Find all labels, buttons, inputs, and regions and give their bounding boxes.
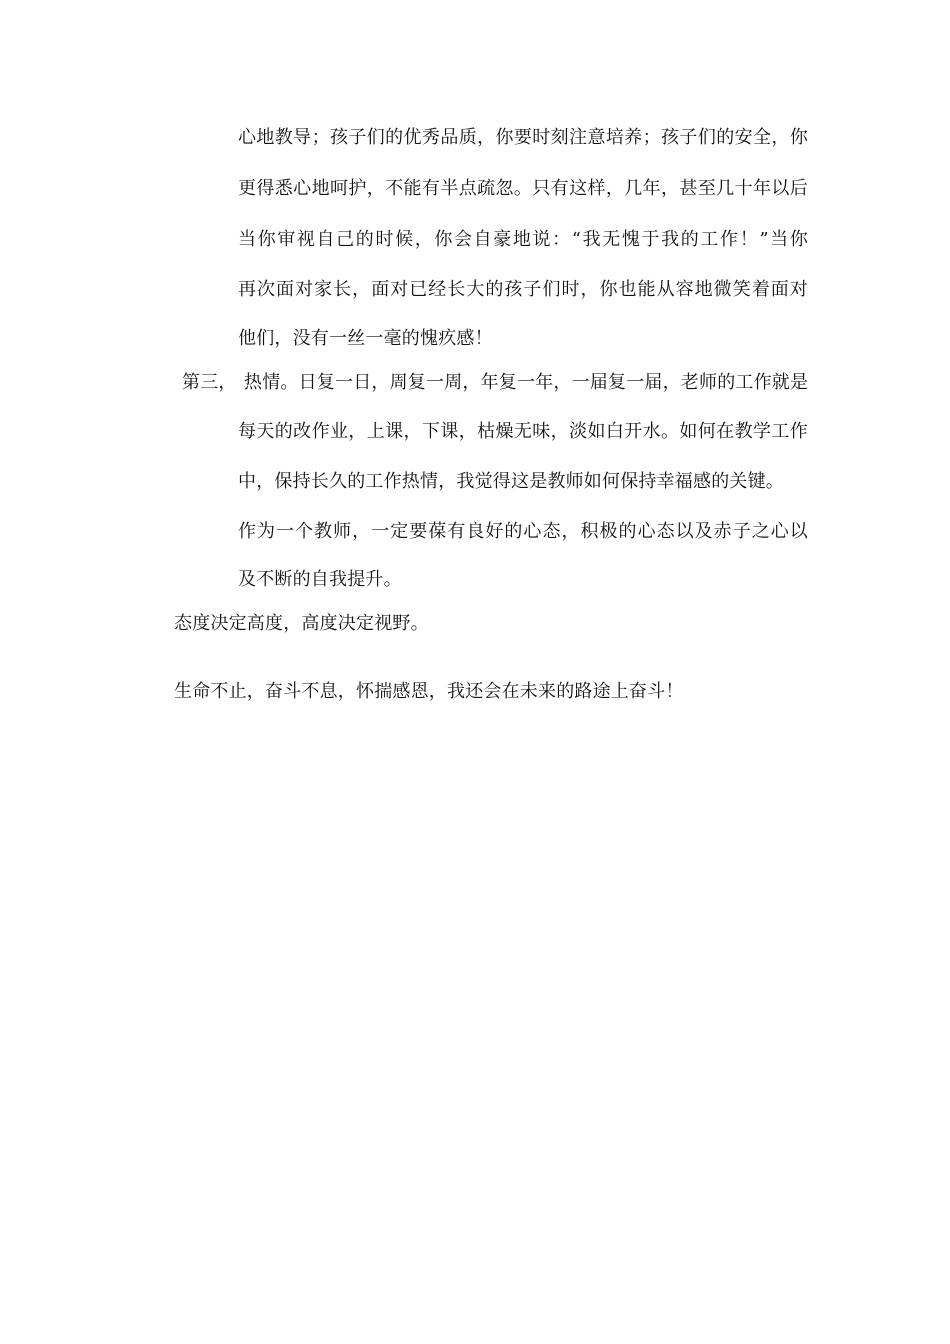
paragraph-line: 及不断的自我提升。 <box>238 569 402 590</box>
paragraph-line: 再次面对家长，面对已经长大的孩子们时，你也能从容地微笑着面对 <box>238 279 808 300</box>
paragraph-line: 当你审视自己的时候，你会自豪地说：“我无愧于我的工作！”当你 <box>238 229 808 250</box>
paragraph-line: 热情。日复一日，周复一周，年复一年，一届复一届，老师的工作就是 <box>244 372 809 393</box>
closing-line: 生命不止，奋斗不息，怀揣感恩，我还会在未来的路途上奋斗！ <box>174 681 684 702</box>
paragraph-line: 更得悉心地呵护，不能有半点疏忽。只有这样，几年，甚至几十年以后 <box>238 178 808 199</box>
closing-line: 态度决定高度，高度决定视野。 <box>174 613 429 634</box>
paragraph-line: 心地教导；孩子们的优秀品质，你要时刻注意培养；孩子们的安全，你 <box>238 127 808 148</box>
section-label: 第三， <box>182 372 237 393</box>
paragraph-line: 中，保持长久的工作热情，我觉得这是教师如何保持幸福感的关键。 <box>238 471 784 492</box>
paragraph-line: 作为一个教师，一定要葆有良好的心态，积极的心态以及赤子之心以 <box>238 521 808 542</box>
paragraph-line: 他们，没有一丝一毫的愧疚感！ <box>238 328 493 349</box>
paragraph-line: 每天的改作业，上课，下课，枯燥无味，淡如白开水。如何在教学工作 <box>238 421 808 442</box>
